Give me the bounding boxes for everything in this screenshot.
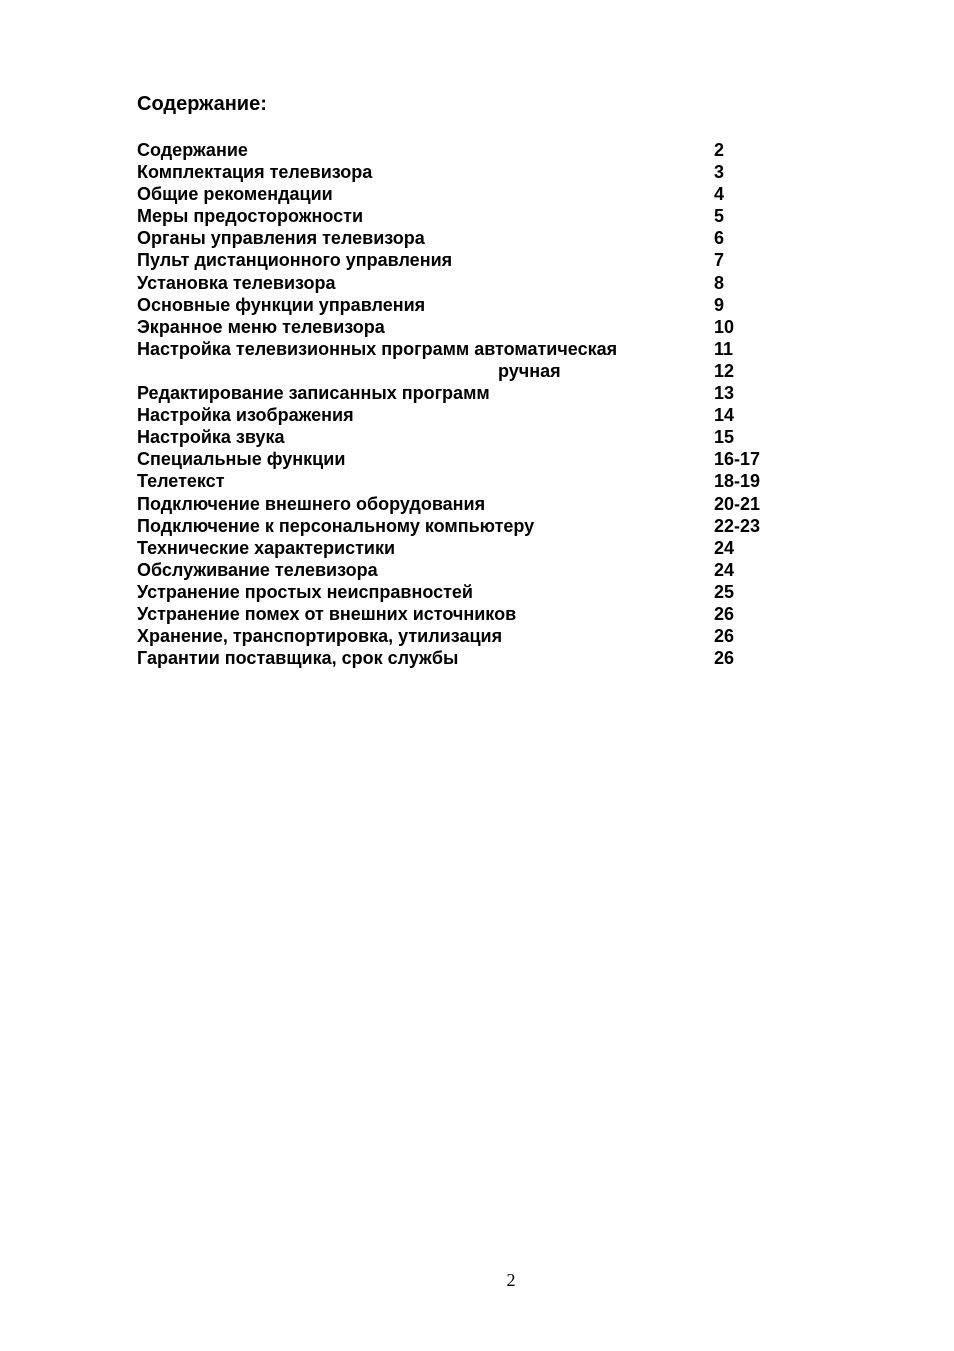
toc-entry-title: Технические характеристики xyxy=(137,537,396,558)
table-of-contents xyxy=(0,139,954,669)
toc-entry-page: 6 xyxy=(714,228,725,249)
toc-entry-title: Редактирование записанных программ xyxy=(137,383,490,404)
toc-entry[interactable] xyxy=(0,493,954,515)
toc-entry[interactable] xyxy=(0,603,954,625)
toc-entry[interactable] xyxy=(0,249,954,271)
toc-entry-title: Настройка звука xyxy=(137,427,285,448)
toc-entry-title: ручная xyxy=(498,360,561,381)
toc-entry-page: 13 xyxy=(714,383,735,404)
toc-entry-page: 2 xyxy=(714,140,725,160)
toc-entry-page: 7 xyxy=(714,250,725,271)
toc-entry[interactable] xyxy=(0,272,954,294)
toc-entry-page: 25 xyxy=(714,581,735,602)
toc-entry[interactable] xyxy=(0,139,954,161)
toc-entry-page: 15 xyxy=(714,427,735,448)
toc-entry-title: Комплектация телевизора xyxy=(137,162,373,183)
toc-entry-page: 26 xyxy=(714,603,735,624)
toc-entry-page: 4 xyxy=(714,184,725,205)
toc-entry-page: 18-19 xyxy=(714,471,761,492)
toc-entry-title: Хранение, транспортировка, утилизация xyxy=(137,626,503,647)
toc-entry[interactable] xyxy=(0,316,954,338)
toc-entry-title: Основные функции управления xyxy=(137,294,426,315)
toc-entry-page: 16-17 xyxy=(714,449,761,470)
toc-entry[interactable] xyxy=(0,382,954,404)
toc-entry-page: 8 xyxy=(714,272,725,293)
toc-entry-page: 26 xyxy=(714,626,735,647)
toc-entry-title: Настройка изображения xyxy=(137,405,354,426)
toc-entry[interactable] xyxy=(0,625,954,647)
toc-entry[interactable] xyxy=(0,515,954,537)
toc-entry[interactable] xyxy=(0,294,954,316)
toc-entry[interactable] xyxy=(0,559,954,581)
toc-entry[interactable] xyxy=(0,161,954,183)
toc-entry-title: Меры предосторожности xyxy=(137,206,364,227)
toc-entry-title: Обслуживание телевизора xyxy=(137,559,378,580)
toc-entry-page: 5 xyxy=(714,206,725,227)
toc-entry-title: Экранное меню телевизора xyxy=(137,316,385,337)
toc-entry-title: Телетекст xyxy=(137,471,225,492)
toc-entry[interactable] xyxy=(0,426,954,448)
toc-entry-page: 9 xyxy=(714,294,725,315)
toc-entry[interactable] xyxy=(0,227,954,249)
toc-entry[interactable] xyxy=(0,537,954,559)
toc-entry-title: Пульт дистанционного управления xyxy=(137,250,453,271)
toc-entry-title: Содержание xyxy=(137,140,248,160)
toc-entry-page: 14 xyxy=(714,405,735,426)
toc-entry[interactable] xyxy=(0,647,954,669)
toc-entry-page: 24 xyxy=(714,537,735,558)
toc-entry[interactable] xyxy=(0,360,954,382)
toc-entry-page: 10 xyxy=(714,316,735,337)
toc-entry-title: Подключение к персональному компьютеру xyxy=(137,515,535,536)
toc-entry-title: Общие рекомендации xyxy=(137,184,333,205)
page-number: 2 xyxy=(506,1270,516,1290)
toc-entry-page: 22-23 xyxy=(714,515,761,536)
toc-entry-title: Органы управления телевизора xyxy=(137,228,425,249)
toc-entry-title: Установка телевизора xyxy=(137,272,336,293)
toc-entry-page: 11 xyxy=(714,338,734,359)
toc-entry-title: Устранение помех от внешних источников xyxy=(137,603,517,624)
toc-entry-title: Настройка телевизионных программ автоматическая xyxy=(137,338,618,359)
toc-entry[interactable] xyxy=(0,448,954,470)
toc-entry[interactable] xyxy=(0,183,954,205)
toc-entry-title: Устранение простых неисправностей xyxy=(137,581,473,602)
toc-entry-page: 3 xyxy=(714,162,725,183)
toc-entry[interactable] xyxy=(0,404,954,426)
toc-entry-page: 20-21 xyxy=(714,493,761,514)
toc-entry-page: 26 xyxy=(714,648,735,669)
toc-heading: Содержание: xyxy=(137,93,267,115)
toc-entry[interactable] xyxy=(0,470,954,492)
toc-entry-page: 12 xyxy=(714,360,735,381)
toc-entry-title: Специальные функции xyxy=(137,449,346,470)
toc-entry[interactable] xyxy=(0,581,954,603)
toc-entry[interactable] xyxy=(0,205,954,227)
toc-entry[interactable] xyxy=(0,338,954,360)
toc-entry-title: Гарантии поставщика, срок службы xyxy=(137,648,459,669)
toc-entry-title: Подключение внешнего оборудования xyxy=(137,493,486,514)
toc-entry-page: 24 xyxy=(714,559,735,580)
